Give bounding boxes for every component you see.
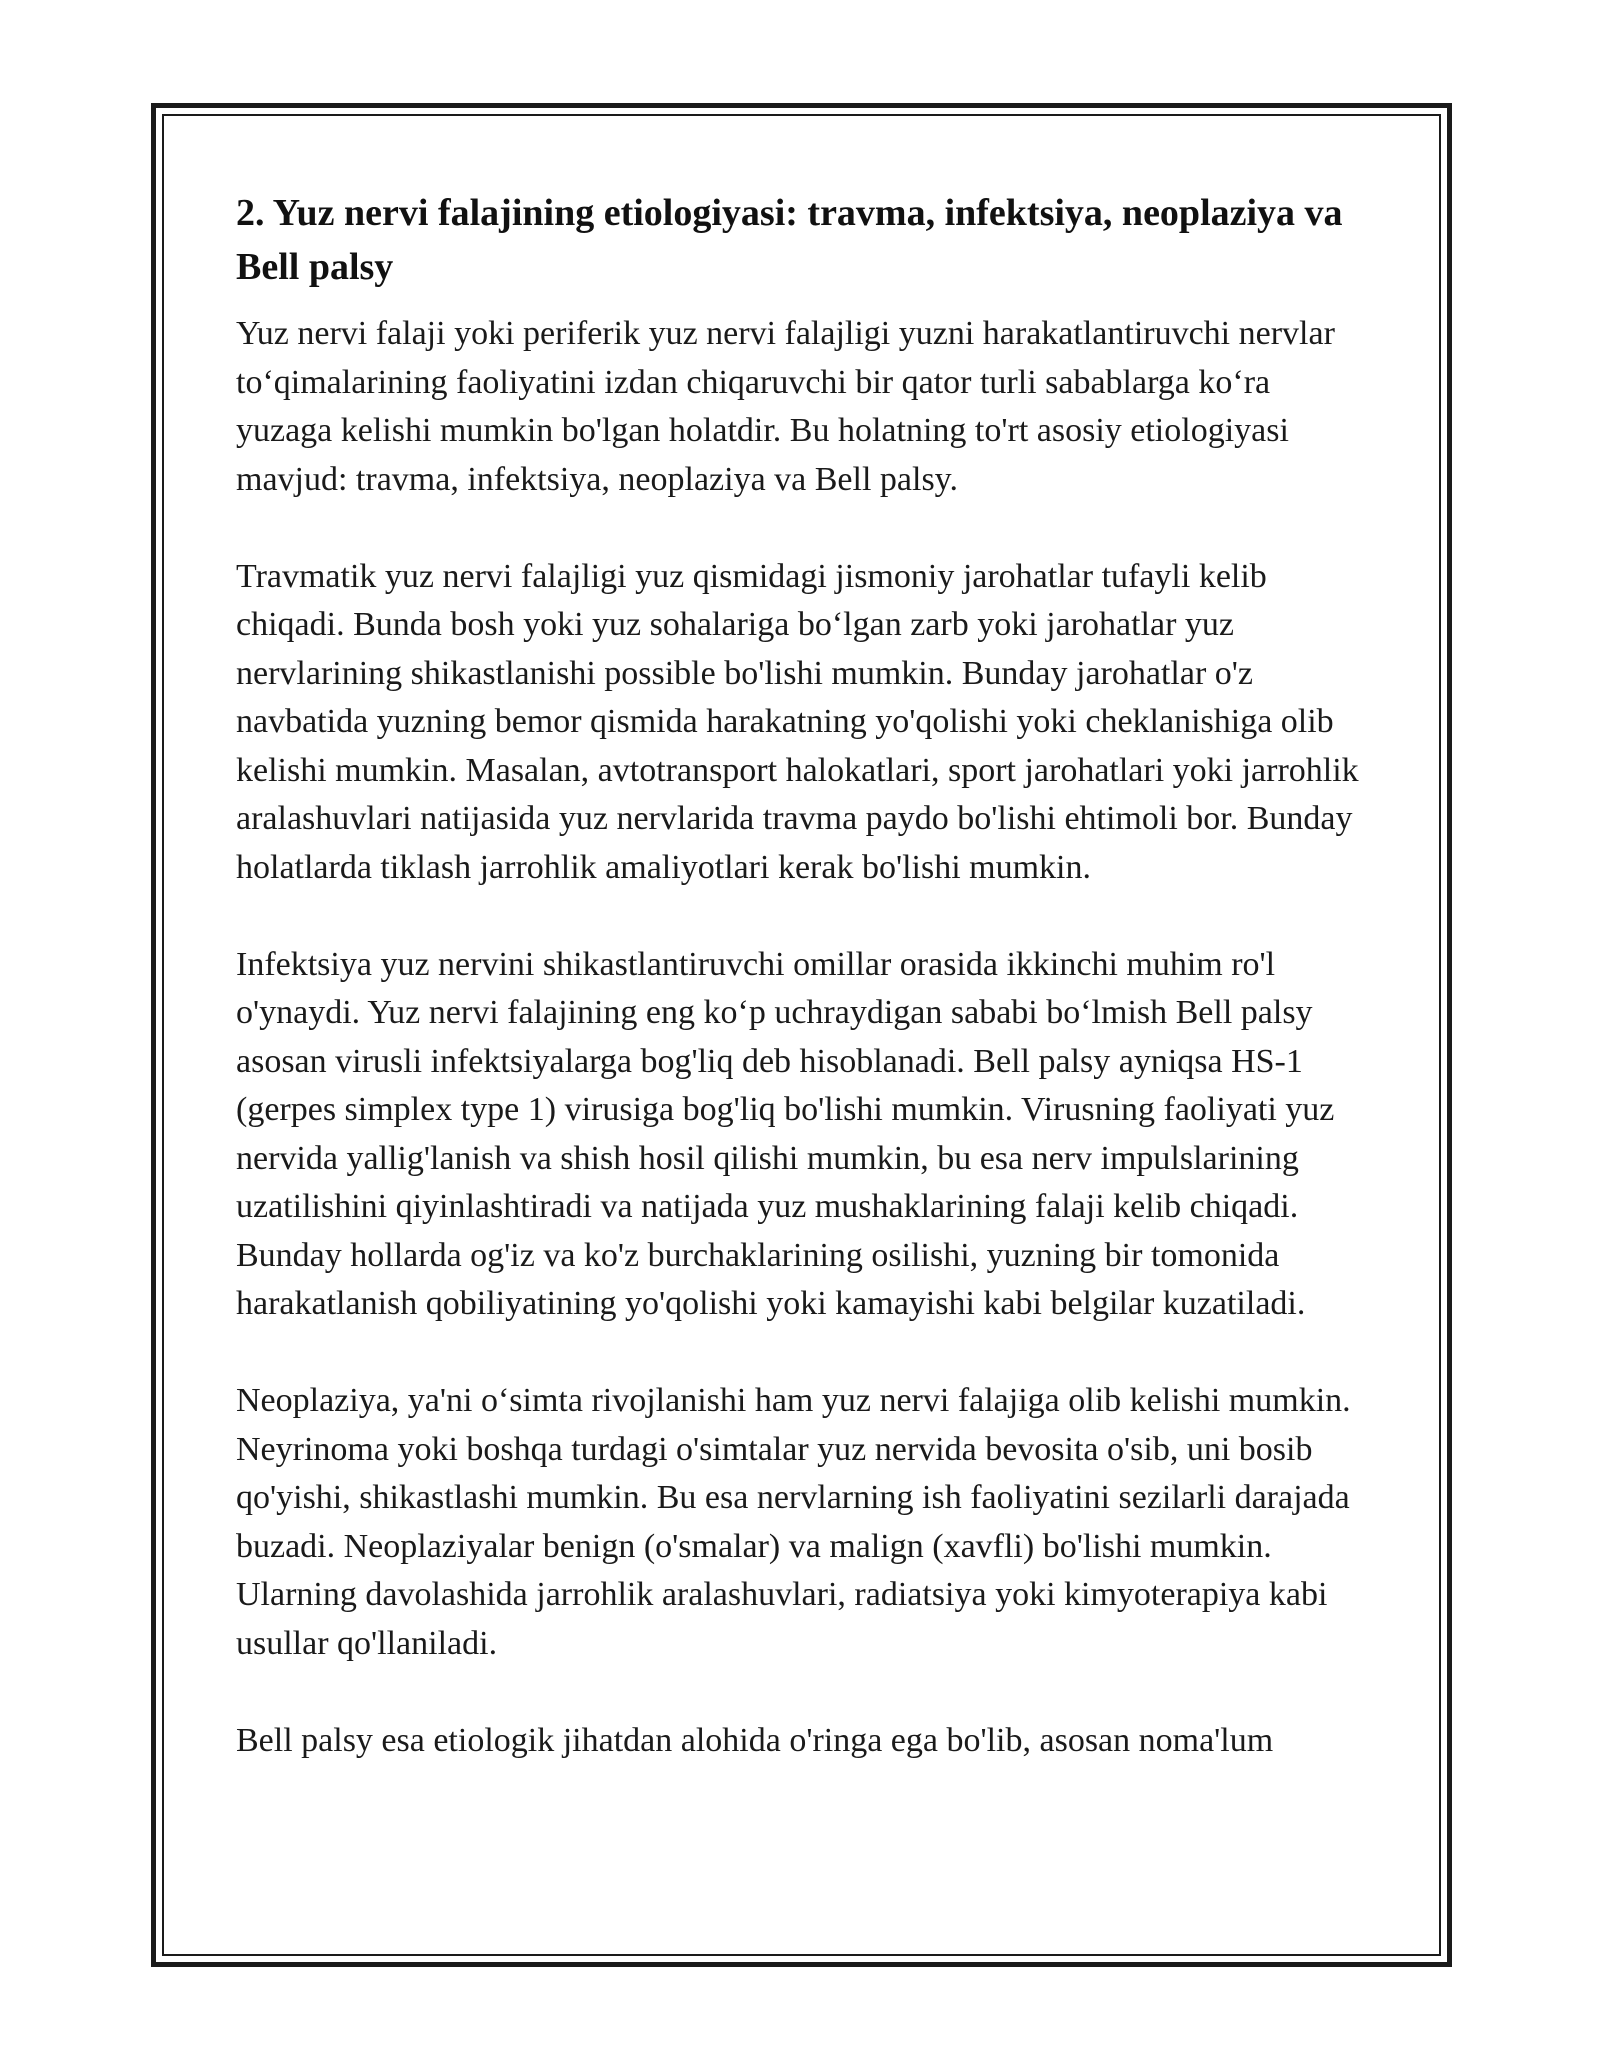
paragraph-infection: Infektsiya yuz nervini shikastlantiruvchi omillar orasida ikkinchi muhim ro'l o'ynaydi. Yuz nervi falajining eng ko‘p uchraydigan sababi bo‘lmish Bell palsy asosan virusli infektsiyalarga bog'liq deb hisoblanadi. Bell palsy ayniqsa HS-1 (gerpes simplex type 1) virusiga bog'liq bo'lishi mumkin. Virusning faoliyati yuz nervida yallig'lanish va shish hosil qilishi mumkin, bu esa nerv impulslarining uzatilishini qiyinlashtiradi va natijada yuz mushaklarining falaji kelib chiqadi. Bunday hollarda og'iz va ko'z burchaklarining osilishi, yuzning bir tomonida harakatlanish qobiliyatining yo'qolishi yoki kamayishi kabi belgilar kuzatiladi. (236, 945, 1335, 1322)
paragraph-trauma: Travmatik yuz nervi falajligi yuz qismidagi jismoniy jarohatlar tufayli kelib chiqadi. Bunda bosh yoki yuz sohalariga bo‘lgan zarb yoki jarohatlar yuz nervlarining shikastlanishi possible bo'lishi mumkin. Bunday jarohatlar o'z navbatida yuzning bemor qismida harakatning yo'qolishi yoki cheklanishiga olib kelishi mumkin. Masalan, avtotransport halokatlari, sport jarohatlari yoki jarrohlik aralashuvlari natijasida yuz nervlarida travma paydo bo'lishi ehtimoli bor. Bunday holatlarda tiklash jarrohlik amaliyotlari kerak bo'lishi mumkin. (236, 557, 1359, 886)
paragraph-bell-palsy: Bell palsy esa etiologik jihatdan alohida o'ringa ega bo'lib, asosan noma'lum (236, 1721, 1274, 1759)
paragraph-intro: Yuz nervi falaji yoki periferik yuz nervi falajligi yuzni harakatlantiruvchi nervlar to‘qimalarining faoliyatini izdan chiqaruvchi bir qator turli sabablarga ko‘ra yuzaga kelishi mumkin bo'lgan holatdir. Bu holatning to'rt asosiy etiologiyasi mavjud: travma, infektsiya, neoplaziya va Bell palsy. (236, 315, 1335, 498)
paragraph-neoplasia: Neoplaziya, ya'ni o‘simta rivojlanishi ham yuz nervi falajiga olib kelishi mumkin. Neyrinoma yoki boshqa turdagi o'simtalar yuz nervida bevosita o'sib, uni bosib qo'yishi, shikastlashi mumkin. Bu esa nervlarning ish faoliyatini sezilarli darajada buzadi. Neoplaziyalar benign (o'smalar) va malign (xavfli) bo'lishi mumkin. Ularning davolashida jarrohlik aralashuvlari, radiatsiya yoki kimyoterapiya kabi usullar qo'llaniladi. (236, 1382, 1351, 1662)
document-content (236, 186, 1366, 1814)
section-title: 2. Yuz nervi falajining etiologiyasi: travma, infektsiya, neoplaziya va Bell palsy (236, 192, 1343, 288)
